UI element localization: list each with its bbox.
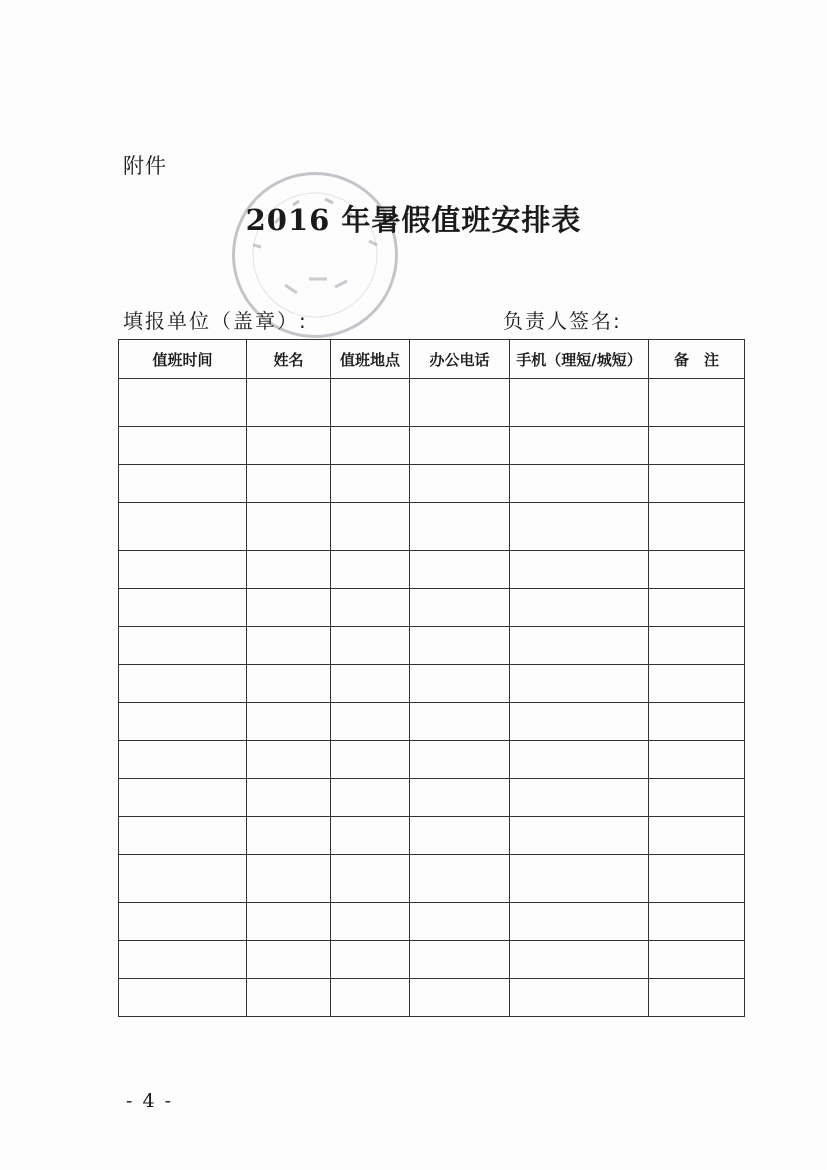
table-cell[interactable] (119, 703, 247, 741)
table-cell[interactable] (510, 465, 649, 503)
table-row (119, 503, 745, 551)
table-cell[interactable] (510, 903, 649, 941)
header-office-phone: 办公电话 (410, 340, 510, 379)
table-cell[interactable] (331, 465, 410, 503)
table-cell[interactable] (510, 665, 649, 703)
table-row (119, 379, 745, 427)
table-cell[interactable] (510, 627, 649, 665)
table-row (119, 589, 745, 627)
table-row (119, 741, 745, 779)
table-cell[interactable] (331, 503, 410, 551)
table-cell[interactable] (510, 703, 649, 741)
table-cell[interactable] (331, 627, 410, 665)
table-cell[interactable] (247, 941, 331, 979)
table-cell[interactable] (331, 855, 410, 903)
table-cell[interactable] (119, 665, 247, 703)
table-cell[interactable] (410, 627, 510, 665)
table-cell[interactable] (119, 427, 247, 465)
header-remarks: 备 注 (649, 340, 745, 379)
table-cell[interactable] (410, 855, 510, 903)
table-cell[interactable] (331, 589, 410, 627)
table-cell[interactable] (247, 589, 331, 627)
table-cell[interactable] (247, 979, 331, 1017)
page-title: 2016 年暑假值班安排表 (245, 203, 582, 237)
attachment-label: 附件 (123, 154, 167, 178)
table-cell[interactable] (649, 589, 745, 627)
table-cell[interactable] (649, 979, 745, 1017)
table-cell[interactable] (410, 379, 510, 427)
table-cell[interactable] (410, 703, 510, 741)
table-cell[interactable] (410, 979, 510, 1017)
table-cell[interactable] (649, 627, 745, 665)
table-cell[interactable] (119, 379, 247, 427)
table-cell[interactable] (247, 627, 331, 665)
table-cell[interactable] (119, 503, 247, 551)
table-cell[interactable] (247, 817, 331, 855)
table-cell[interactable] (247, 741, 331, 779)
table-cell[interactable] (331, 551, 410, 589)
table-cell[interactable] (410, 589, 510, 627)
table-row (119, 703, 745, 741)
table-cell[interactable] (649, 779, 745, 817)
table-cell[interactable] (649, 741, 745, 779)
table-row (119, 779, 745, 817)
table-row (119, 627, 745, 665)
table-cell[interactable] (331, 817, 410, 855)
table-cell[interactable] (247, 379, 331, 427)
table-cell[interactable] (510, 551, 649, 589)
table-cell[interactable] (649, 551, 745, 589)
table-cell[interactable] (119, 779, 247, 817)
table-cell[interactable] (331, 427, 410, 465)
table-cell[interactable] (119, 551, 247, 589)
table-cell[interactable] (649, 503, 745, 551)
table-cell[interactable] (119, 903, 247, 941)
table-row (119, 665, 745, 703)
table-cell[interactable] (510, 503, 649, 551)
header-mobile: 手机（理短/城短） (510, 340, 649, 379)
table-cell[interactable] (410, 941, 510, 979)
table-cell[interactable] (410, 779, 510, 817)
table-cell[interactable] (247, 665, 331, 703)
table-cell[interactable] (331, 703, 410, 741)
table-cell[interactable] (247, 855, 331, 903)
table-cell[interactable] (410, 741, 510, 779)
table-cell[interactable] (331, 941, 410, 979)
duty-schedule-table (118, 339, 745, 1017)
table-cell[interactable] (649, 855, 745, 903)
table-cell[interactable] (649, 903, 745, 941)
table-row (119, 903, 745, 941)
table-cell[interactable] (331, 665, 410, 703)
table-cell[interactable] (510, 979, 649, 1017)
table-cell[interactable] (247, 703, 331, 741)
table-cell[interactable] (410, 465, 510, 503)
table-cell[interactable] (331, 741, 410, 779)
table-cell[interactable] (119, 941, 247, 979)
table-cell[interactable] (510, 941, 649, 979)
table-cell[interactable] (649, 465, 745, 503)
table-cell[interactable] (649, 941, 745, 979)
table-cell[interactable] (331, 903, 410, 941)
table-cell[interactable] (247, 465, 331, 503)
table-cell[interactable] (247, 551, 331, 589)
table-cell[interactable] (119, 741, 247, 779)
table-cell[interactable] (410, 427, 510, 465)
table-cell[interactable] (247, 503, 331, 551)
table-cell[interactable] (410, 903, 510, 941)
table-cell[interactable] (331, 979, 410, 1017)
table-cell[interactable] (410, 817, 510, 855)
table-row (119, 427, 745, 465)
page-number: - 4 - (126, 1090, 174, 1112)
table-cell[interactable] (649, 427, 745, 465)
table-cell[interactable] (247, 779, 331, 817)
signer-label: 负责人签名: (503, 309, 622, 333)
table-cell[interactable] (510, 817, 649, 855)
header-duty-location: 值班地点 (331, 340, 410, 379)
table-cell[interactable] (119, 817, 247, 855)
table-cell[interactable] (510, 589, 649, 627)
table-cell[interactable] (410, 665, 510, 703)
table-row (119, 817, 745, 855)
table-cell[interactable] (410, 551, 510, 589)
table-cell[interactable] (510, 427, 649, 465)
table-row (119, 941, 745, 979)
table-cell[interactable] (649, 817, 745, 855)
table-row (119, 855, 745, 903)
table-cell[interactable] (331, 779, 410, 817)
table-cell[interactable] (119, 627, 247, 665)
table-cell[interactable] (119, 979, 247, 1017)
table-cell[interactable] (649, 703, 745, 741)
header-duty-time: 值班时间 (119, 340, 247, 379)
table-cell[interactable] (119, 465, 247, 503)
table-row (119, 465, 745, 503)
table-cell[interactable] (510, 855, 649, 903)
table-cell[interactable] (119, 855, 247, 903)
fill-unit-label: 填报单位（盖章）: (123, 309, 308, 333)
table-cell[interactable] (410, 503, 510, 551)
table-cell[interactable] (247, 903, 331, 941)
table-cell[interactable] (510, 379, 649, 427)
table-cell[interactable] (247, 427, 331, 465)
table-row (119, 979, 745, 1017)
table-cell[interactable] (510, 741, 649, 779)
table-cell[interactable] (119, 589, 247, 627)
table-cell[interactable] (649, 379, 745, 427)
table-row (119, 551, 745, 589)
header-name: 姓名 (247, 340, 331, 379)
table-cell[interactable] (331, 379, 410, 427)
table-header-row (119, 340, 745, 379)
table-cell[interactable] (510, 779, 649, 817)
table-cell[interactable] (649, 665, 745, 703)
